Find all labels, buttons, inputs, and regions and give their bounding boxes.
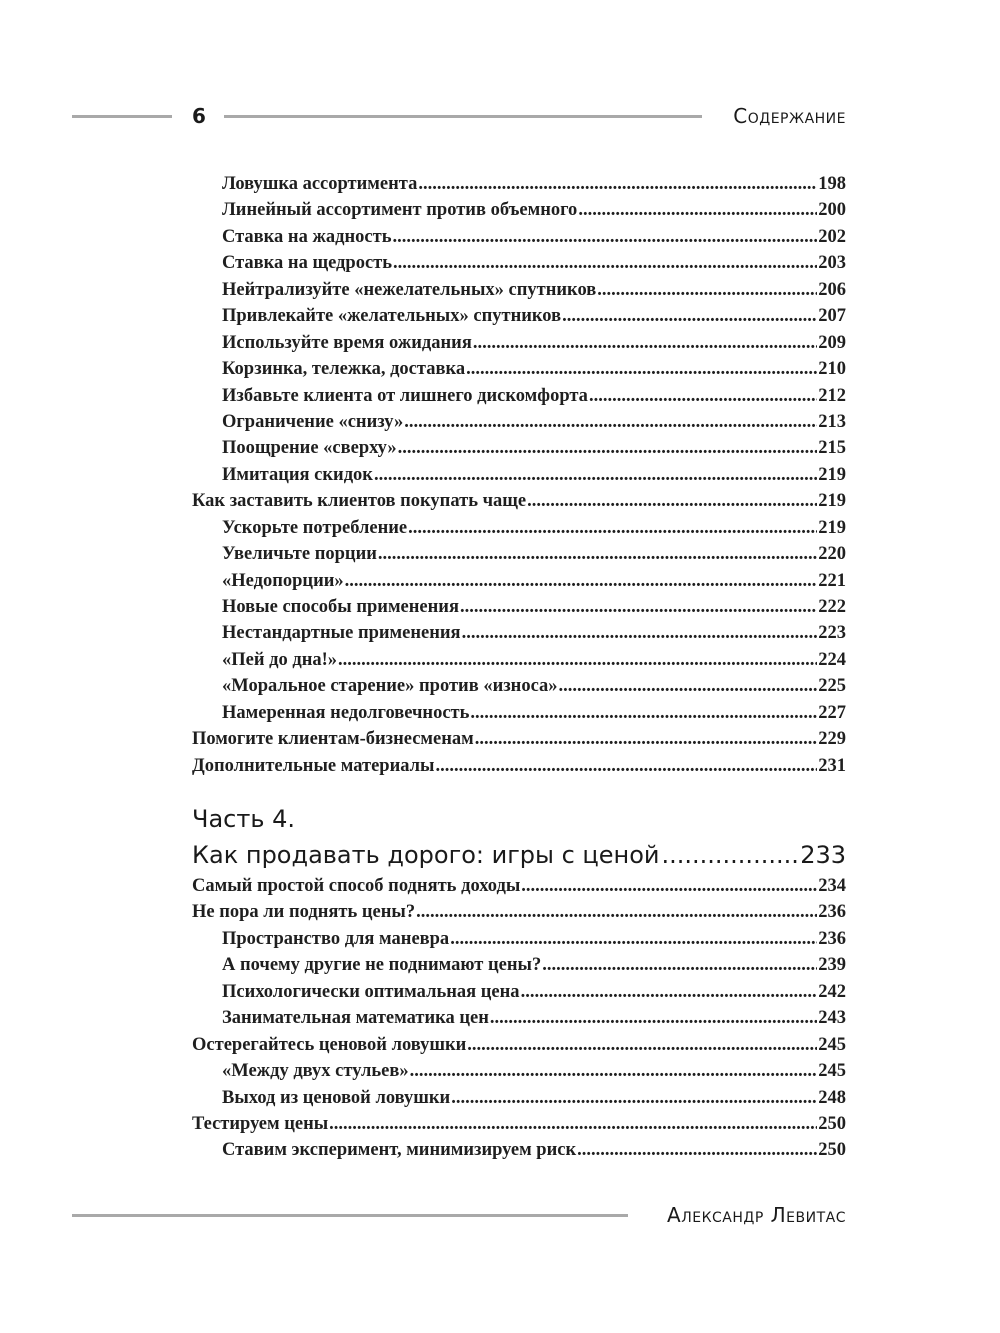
toc-entry-page: 236 [818, 902, 846, 923]
toc-entry-title: Ловушка ассортимента [222, 174, 418, 194]
leader-dots [470, 700, 817, 726]
toc-entry[interactable] [192, 952, 846, 978]
toc-entry-title: Ускорьте потребление [222, 517, 408, 538]
toc-entry-page: 248 [818, 1087, 846, 1108]
toc-entry-page: 209 [818, 332, 846, 353]
toc-entry[interactable] [192, 1111, 846, 1137]
toc-entry[interactable] [192, 1005, 846, 1031]
toc-entry-title: Занимательная математика цен [222, 1008, 489, 1029]
toc-entry-page: 222 [818, 597, 846, 617]
toc-entry-title: «Между двух стульев» [222, 1061, 409, 1082]
part-heading [192, 802, 846, 874]
leader-dots [378, 541, 817, 567]
toc-entry[interactable] [192, 1085, 846, 1111]
toc-entry-page: 213 [818, 411, 846, 432]
toc-entry[interactable] [192, 673, 846, 699]
toc-section-before [192, 171, 846, 779]
leader-dots [408, 515, 817, 541]
toc-entry-title: Тестируем цены [192, 1113, 329, 1134]
leader-dots [542, 952, 817, 978]
header-rule-left [72, 115, 172, 118]
leader-dots [462, 620, 818, 646]
toc-entry[interactable] [192, 197, 846, 223]
toc-entry[interactable] [192, 700, 846, 726]
running-footer [72, 1199, 846, 1231]
author-name: Александр Левитас [667, 1203, 846, 1227]
toc-entry-title: Дополнительные материалы [192, 755, 435, 776]
toc-entry-page: 250 [818, 1113, 846, 1134]
toc-entry-page: 239 [818, 955, 846, 976]
leader-dots [451, 1085, 817, 1111]
header-rule-middle [224, 115, 702, 118]
toc-entry-title: Помогите клиентам-бизнесменам [192, 729, 474, 750]
toc-entry-title: Выход из ценовой ловушки [222, 1087, 451, 1108]
leader-dots [329, 1111, 817, 1137]
toc-entry-title: Ставим эксперимент, минимизируем риск [222, 1140, 577, 1161]
toc-entry[interactable] [192, 979, 846, 1005]
leader-dots [392, 224, 817, 250]
toc-entry-title: Как заставить клиентов покупать чаще [192, 491, 527, 512]
leader-dots [418, 171, 817, 197]
leader-dots [473, 330, 817, 356]
toc-entry-page: 223 [818, 623, 846, 644]
toc-entry[interactable] [192, 383, 846, 409]
toc-entry[interactable] [192, 171, 846, 197]
running-header [72, 100, 846, 132]
toc-entry[interactable] [192, 356, 846, 382]
toc-entry[interactable] [192, 594, 846, 620]
toc-entry-page: 215 [818, 438, 846, 459]
toc-entry-page: 221 [818, 570, 846, 591]
toc-entry-page: 225 [818, 676, 846, 697]
toc-entry[interactable] [192, 250, 846, 276]
toc-entry[interactable] [192, 277, 846, 303]
toc-entry-page: 206 [818, 279, 846, 300]
toc-entry-title: «Моральное старение» против «износа» [222, 676, 558, 697]
toc-entry-title: Привлекайте «желательных» спутников [222, 306, 562, 327]
toc-entry-page: 224 [818, 649, 846, 670]
part-title-entry[interactable] [192, 836, 846, 874]
toc-entry[interactable] [192, 435, 846, 461]
toc-entry-title: Не пора ли поднять цены? [192, 902, 416, 923]
toc-entry-title: Самый простой способ поднять доходы [192, 876, 521, 896]
toc-entry-title: Нейтрализуйте «нежелательных» спутников [222, 279, 597, 300]
toc-entry[interactable] [192, 462, 846, 488]
toc-entry[interactable] [192, 620, 846, 646]
toc-entry[interactable] [192, 726, 846, 752]
toc-entry-title: Пространство для маневра [222, 928, 450, 949]
toc-entry-page: 227 [818, 702, 846, 723]
leader-dots [416, 899, 817, 925]
leader-dots [374, 462, 817, 488]
toc-entry-page: 234 [818, 876, 846, 896]
footer-rule [72, 1214, 628, 1217]
leader-dots [559, 673, 818, 699]
toc-entry-title: Увеличьте порции [222, 544, 377, 565]
leader-dots [404, 409, 817, 435]
toc-entry-title: Используйте время ожидания [222, 332, 472, 353]
toc-entry[interactable] [192, 541, 846, 567]
toc-entry-page: 219 [818, 491, 846, 512]
leader-dots [589, 383, 817, 409]
running-title: Содержание [733, 104, 846, 128]
toc-entry[interactable] [192, 303, 846, 329]
toc-entry[interactable] [192, 515, 846, 541]
toc-entry[interactable] [192, 568, 846, 594]
toc-entry-page: 220 [818, 544, 846, 565]
toc-entry-title: «Пей до дна!» [222, 649, 338, 670]
leader-dots [398, 435, 818, 461]
toc-entry-page: 245 [818, 1061, 846, 1082]
toc-entry[interactable] [192, 330, 846, 356]
toc-entry[interactable] [192, 1032, 846, 1058]
part-label: Часть 4. [192, 805, 296, 833]
toc-entry[interactable] [192, 753, 846, 779]
page-number: 6 [192, 104, 206, 128]
leader-dots [467, 1032, 817, 1058]
toc-entry-title: Нестандартные применения [222, 623, 461, 644]
leader-dots [393, 250, 817, 276]
toc-entry-page: 242 [818, 981, 846, 1002]
toc-entry[interactable] [192, 1058, 846, 1084]
toc-entry-title: Намеренная недолговечность [222, 702, 470, 723]
toc-entry-title: Имитация скидок [222, 464, 373, 485]
toc-entry[interactable] [192, 926, 846, 952]
toc-entry[interactable] [192, 899, 846, 925]
part-title: Как продавать дорого: игры с ценой [192, 841, 660, 869]
toc-entry-page: 243 [818, 1008, 846, 1029]
toc-entry-title: Новые способы применения [222, 597, 459, 617]
toc-entry[interactable] [192, 647, 846, 673]
toc-entry-page: 231 [818, 755, 846, 776]
toc-entry-page: 219 [818, 517, 846, 538]
toc-entry-page: 250 [818, 1140, 846, 1161]
toc-entry-title: Остерегайтесь ценовой ловушки [192, 1034, 467, 1055]
leader-dots [527, 488, 817, 514]
leader-dots [410, 1058, 818, 1084]
leader-dots [521, 979, 818, 1005]
toc-entry-title: А почему другие не поднимают цены? [222, 955, 542, 976]
toc-entry-page: 200 [818, 200, 846, 221]
toc-section-after [192, 873, 846, 1164]
toc-entry-page: 245 [818, 1034, 846, 1055]
toc-entry-title: «Недопорции» [222, 570, 344, 591]
toc-entry-title: Психологически оптимальная цена [222, 981, 520, 1002]
leader-dots [578, 197, 817, 223]
toc-entry-page: 202 [818, 226, 846, 247]
toc-entry-page: 212 [818, 385, 846, 406]
leader-dots [450, 926, 817, 952]
toc-entry-title: Ограничение «снизу» [222, 411, 404, 432]
leader-dots [466, 356, 817, 382]
part-page-number: 233 [800, 841, 846, 869]
toc-entry-page: 203 [818, 253, 846, 274]
leader-dots [562, 303, 817, 329]
toc-entry-title: Избавьте клиента от лишнего дискомфорта [222, 385, 588, 406]
toc-entry-page: 219 [818, 464, 846, 485]
leader-dots [435, 753, 817, 779]
leader-dots [597, 277, 817, 303]
toc-entry-page: 207 [818, 306, 846, 327]
toc-entry-title: Поощрение «сверху» [222, 438, 397, 459]
toc-entry-title: Линейный ассортимент против объемного [222, 200, 578, 221]
toc-entry[interactable] [192, 409, 846, 435]
leader-dots [662, 836, 799, 874]
leader-dots [475, 726, 818, 752]
leader-dots [460, 594, 817, 620]
toc-entry-title: Ставка на жадность [222, 226, 392, 247]
toc-entry-page: 229 [818, 729, 846, 750]
toc-entry[interactable] [192, 873, 846, 899]
toc-entry[interactable] [192, 488, 846, 514]
leader-dots [521, 873, 817, 899]
leader-dots [577, 1137, 817, 1163]
leader-dots [490, 1005, 817, 1031]
toc-entry[interactable] [192, 1137, 846, 1163]
toc-entry-page: 236 [818, 928, 846, 949]
toc-entry-page: 210 [818, 359, 846, 380]
leader-dots [338, 647, 817, 673]
toc-entry-title: Корзинка, тележка, доставка [222, 359, 466, 380]
toc-entry-title: Ставка на щедрость [222, 253, 393, 274]
toc-entry-page: 198 [818, 174, 846, 194]
leader-dots [345, 568, 818, 594]
toc-entry[interactable] [192, 224, 846, 250]
